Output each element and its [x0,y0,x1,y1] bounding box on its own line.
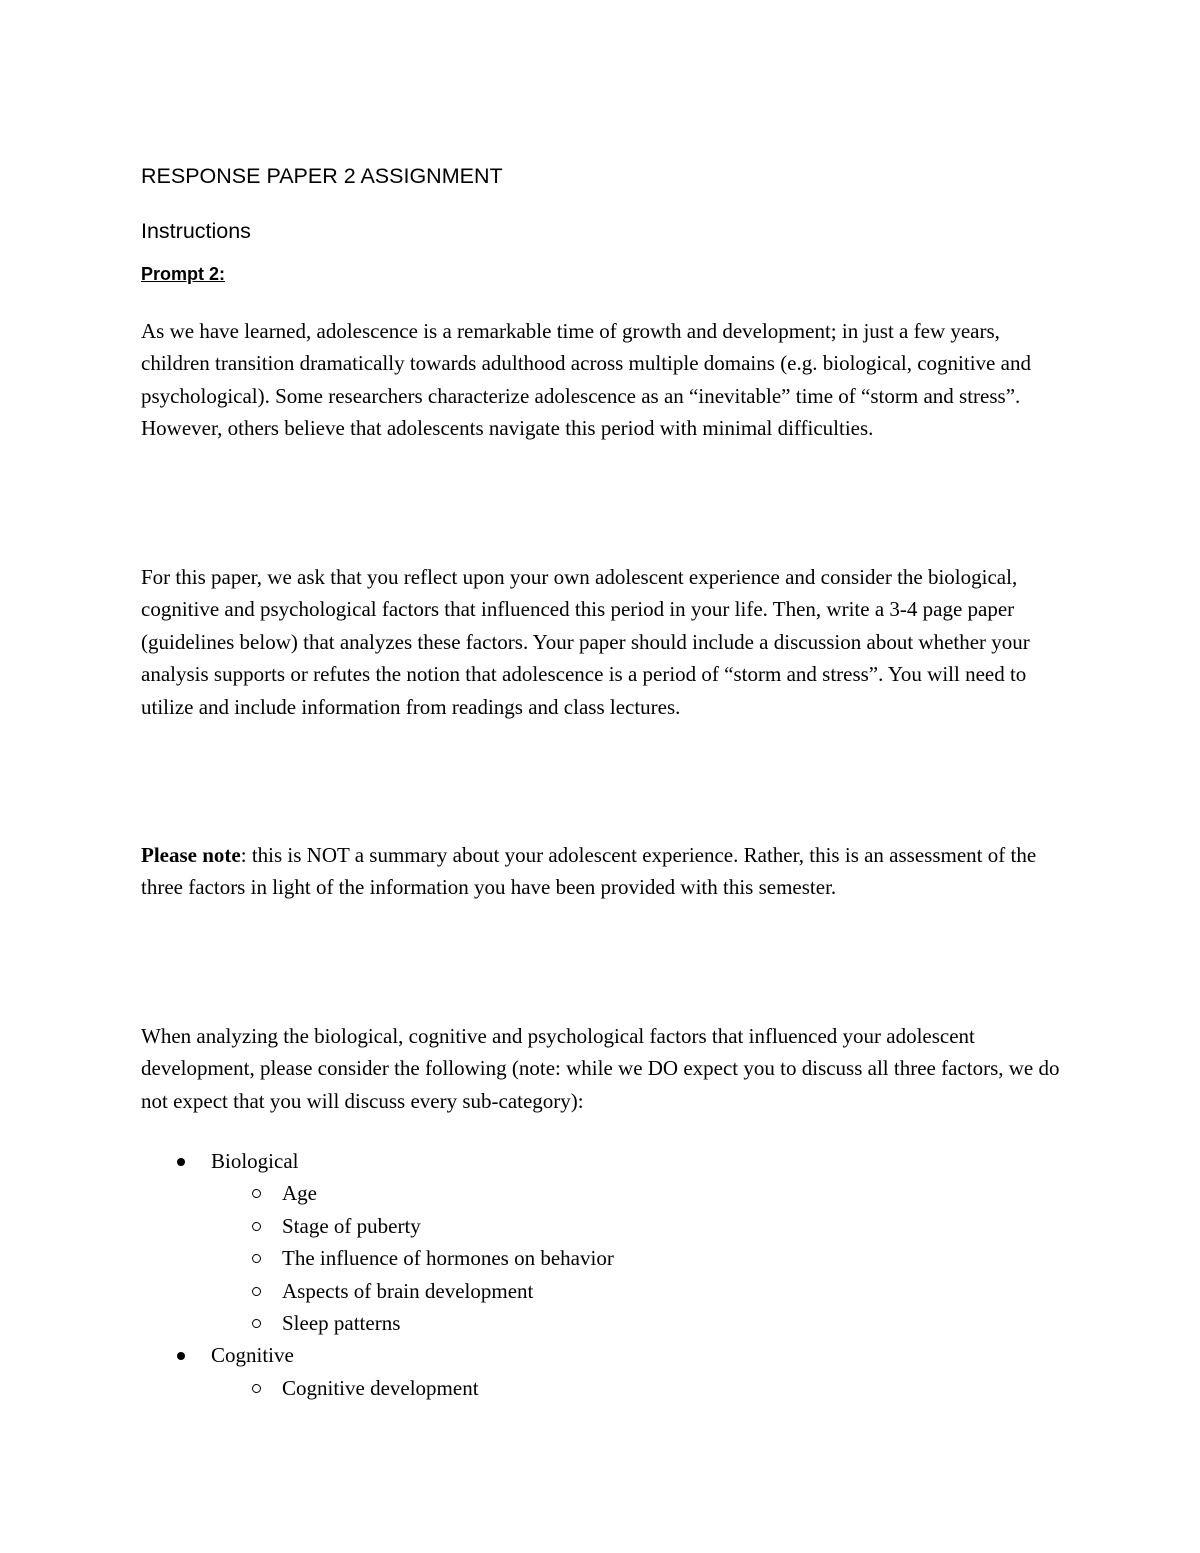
bullet-icon [177,1158,185,1166]
analysis-paragraph: When analyzing the biological, cognitive and psychological factors that influenced your adolescent development, please consider the following (note: while we DO expect you to discuss all three factors, we do not expect that you will discuss every sub-category): [141,1024,1060,1113]
factor-label: Cognitive [211,1343,294,1368]
sub-item [211,1210,1071,1242]
factor-item-cognitive [141,1339,1071,1404]
circle-bullet-icon [252,1384,261,1393]
note-label: Please note [141,843,241,867]
circle-bullet-icon [252,1222,261,1231]
factors-list [141,1145,1071,1404]
document-title: RESPONSE PAPER 2 ASSIGNMENT [141,164,503,188]
sub-item-label: Sleep patterns [282,1311,401,1336]
instructions-heading: Instructions [141,219,251,243]
sub-item [211,1275,1071,1307]
factor-label: Biological [211,1149,299,1173]
note-paragraph [141,839,1071,904]
prompt-label: Prompt 2: [141,264,226,284]
factor-item-biological [141,1145,1071,1339]
sub-item [211,1177,1071,1209]
sub-item [211,1372,1071,1404]
sub-item-label: Aspects of brain development [282,1278,534,1303]
sub-item-label: The influence of hormones on behavior [282,1246,614,1271]
circle-bullet-icon [252,1287,261,1296]
sub-item [211,1242,1071,1274]
circle-bullet-icon [252,1319,261,1328]
task-paragraph: For this paper, we ask that you reflect upon your own adolescent experience and consider the biological, cognitive and psychological factors that influenced this period in your life. Then, write a 3-4 page paper (guidelines below) that analyzes these factors. Your paper should include a discussion about whether your analysis supports or refutes the notion that adolescence is a period of “storm and stress”. You will need to utilize and include information from readings and class lectures. [141,565,1030,719]
biological-sub-list [211,1177,1071,1339]
sub-item [211,1307,1071,1339]
intro-paragraph: As we have learned, adolescence is a remarkable time of growth and development; in just a few years, children transition dramatically towards adulthood across multiple domains (e.g. biological, cognitive and psychological). Some researchers characterize adolescence as an “inevitable” time of “storm and stress”. However, others believe that adolescents navigate this period with minimal difficulties. [141,319,1031,441]
sub-item-label: Age [282,1181,317,1206]
circle-bullet-icon [252,1254,261,1263]
sub-item-label: Cognitive development [282,1375,479,1400]
sub-item-label: Stage of puberty [282,1213,421,1238]
cognitive-sub-list [211,1372,1071,1404]
bullet-icon [177,1352,185,1360]
note-text: : this is NOT a summary about your adolescent experience. Rather, this is an assessment of the three factors in light of the information you have been provided with this semester. [141,843,1037,900]
circle-bullet-icon [252,1189,261,1198]
